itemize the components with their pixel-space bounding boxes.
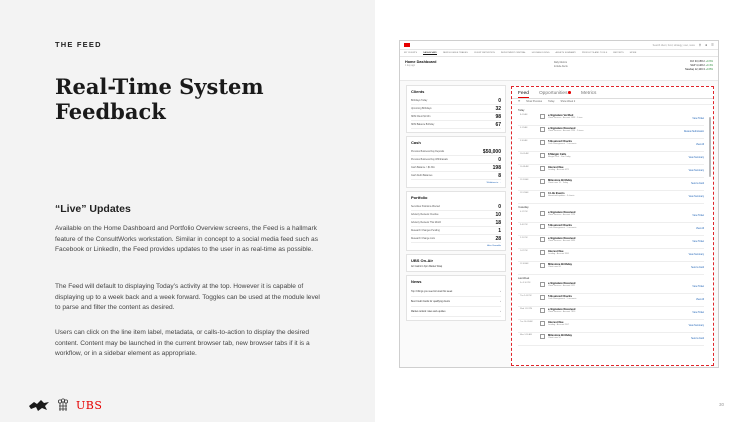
feed-item[interactable] (518, 210, 704, 223)
news-item[interactable]: Market outlook: rates and equities › (411, 307, 501, 317)
updated-label: 1 day ago (405, 65, 416, 67)
keys-icon (56, 398, 70, 412)
feed-item-body (548, 250, 689, 256)
feed-item-time: 10:48 AM (520, 166, 529, 168)
filter-icon[interactable]: ☰ (518, 100, 521, 103)
feed-item-icon (540, 140, 545, 145)
metric-row[interactable]: Upcoming Birthdays 32 (411, 105, 501, 112)
feed-item-meta[interactable]: Client Services · Account 1038 · 1 item (548, 117, 583, 119)
page-title: Real-Time System Feedback (55, 74, 264, 124)
metrics-column (406, 85, 506, 324)
feed-item-icon (540, 211, 545, 216)
feed-item-icon (540, 153, 545, 158)
feed-item-time: 4:12 PM (520, 211, 528, 213)
on-air-card (406, 254, 506, 272)
feed-item-action[interactable]: View All (695, 144, 704, 146)
feed-item[interactable] (518, 126, 704, 139)
feed-item-meta[interactable]: Client turns 60 (548, 266, 561, 268)
feed-item-action[interactable]: View Ticket (692, 241, 704, 243)
feed-item-icon (540, 295, 545, 300)
menu-icon[interactable]: ☰ (711, 43, 714, 47)
feed-item[interactable] (518, 165, 704, 178)
feed-item[interactable] (518, 152, 704, 165)
tab-metrics[interactable]: Metrics (580, 91, 597, 96)
feed-item-title[interactable]: Interest Due (548, 250, 564, 253)
feed-item-title[interactable]: e-Signature Verified (548, 114, 574, 117)
paragraph-default-view: The Feed will default to displaying Today’s activity at the top. However it is capable of displaying up to a week back and a week forward. Toggles can be used at the module level to parse and filter the content as desired. (55, 283, 320, 312)
feed-item-icon (540, 127, 545, 132)
feed-item-title[interactable]: e-Signature Received (548, 308, 576, 311)
feed-item-body (548, 211, 692, 217)
feed-item-action[interactable]: View All (695, 228, 704, 230)
feed-item[interactable] (518, 236, 704, 249)
feed-item-time: Tue 10:05 AM (520, 321, 533, 323)
feed-item-action[interactable]: Send a Card (691, 183, 704, 185)
feed-item-action[interactable]: View Summary (688, 254, 704, 256)
feed-item-action[interactable]: View Summary (688, 325, 704, 327)
feed-item-title[interactable]: Interest Due (548, 321, 564, 324)
card-title: Clients (411, 89, 425, 94)
dashboard-title: Home Dashboard (405, 60, 437, 64)
brand-logos (28, 398, 102, 412)
filter-today[interactable]: Today (548, 100, 555, 103)
metric-row[interactable]: Research Changes Pending 1 (411, 227, 501, 234)
index-row: Nasdaq 12,100.3 +0.8% (685, 68, 713, 71)
paragraph-intro: Available on the Home Dashboard and Portfolio Overview screens, the Feed is a hallmark feature of the ConsultWorks workstation. Similar in concept to a social media feed such as Facebook or LinkedIn, the Feed provides updates to the user in as real-time as possible. (55, 225, 319, 254)
feed-item-title[interactable]: 5 Bounced Checks (548, 140, 573, 143)
metric-row[interactable]: Birthdays Today 0 (411, 97, 501, 104)
card-title: Portfolio (411, 195, 428, 200)
metric-row[interactable]: Advisory Reviews This Month 18 (411, 219, 501, 226)
feed-item-title[interactable]: e-Signature Received (548, 282, 576, 285)
bell-icon[interactable]: ● (705, 43, 708, 47)
feed-item-time: Wed 1:18 PM (520, 308, 533, 310)
feed-item-time: 1:02 PM (520, 250, 528, 252)
feed-item-meta[interactable]: Cash Management · 5 accounts (548, 227, 577, 229)
feed-item[interactable] (518, 294, 704, 307)
metric-row[interactable]: Previous Business Day Withdrawals 0 (411, 156, 501, 163)
feed-item-body (548, 179, 691, 185)
feed-item-action[interactable]: Review Submission (683, 131, 704, 133)
nav-item[interactable]: REPORTS (613, 52, 624, 54)
feed-item[interactable] (518, 320, 704, 333)
feed-item-time: Fri 3:10 PM (520, 282, 531, 284)
feed-list (512, 105, 713, 346)
index-row: S&P 4,128.2 +0.4% (690, 64, 713, 67)
metric-row[interactable]: Advisory Reviews Overdue 10 (411, 211, 501, 218)
feed-group-label: Yesterday (518, 206, 529, 209)
notification-badge (568, 91, 571, 94)
feed-item-meta[interactable]: Client Services · Account 7810 (548, 311, 576, 313)
feed-item-title[interactable]: Milestone Birthday (548, 263, 573, 266)
chevron-right-icon: › (500, 290, 501, 293)
feed-item-time: 10:05 AM (520, 153, 529, 155)
dashboard-topbar (400, 41, 718, 50)
feed-item-meta[interactable]: Client Services · Account 9034 (548, 240, 576, 242)
feed-item[interactable] (518, 262, 704, 275)
feed-item[interactable] (518, 249, 704, 262)
news-item[interactable]: Top 3 things you need to know this week › (411, 287, 501, 297)
feed-item[interactable] (518, 223, 704, 236)
nav-item[interactable]: CLIENT RETENTION (473, 52, 495, 54)
feed-item-action[interactable]: View Ticket (692, 118, 704, 120)
feed-item-action[interactable]: Send a Card (691, 338, 704, 340)
feed-item-title[interactable]: 5 Bounced Checks (548, 224, 573, 227)
feed-item-time: 11:30 AM (520, 263, 529, 265)
feed-item-action[interactable]: View All (695, 299, 704, 301)
nav-item[interactable]: HOUSEHOLDING (531, 52, 550, 54)
feed-item-icon (540, 192, 545, 197)
nav-item[interactable]: PRODUCTS AND TOOLS (581, 52, 608, 54)
feed-item-body (548, 308, 692, 314)
feed-item-title[interactable]: Milestone Birthday (548, 179, 573, 182)
filter-next[interactable]: Show Week 2 (560, 100, 576, 103)
feed-item[interactable] (518, 191, 704, 204)
feed-item-action[interactable]: View Ticket (692, 286, 704, 288)
tab-feed[interactable]: Feed (518, 91, 529, 96)
feed-item-icon (540, 263, 545, 268)
feed-item-meta[interactable]: Client turns 70 · Today (548, 182, 568, 184)
feed-item-body (548, 263, 691, 269)
dashboard-header (400, 57, 718, 81)
feed-item-meta[interactable]: Lending · Account 2207 (548, 324, 570, 326)
feed-item-action[interactable]: View Ticket (692, 215, 704, 217)
feed-item-action[interactable]: Send a Card (691, 267, 704, 269)
feed-item-meta[interactable]: Cash Management · 5 accounts (548, 298, 577, 300)
filter-previous[interactable]: Show Previous (526, 100, 543, 103)
portfolio-link[interactable]: Also Viewable (487, 245, 501, 247)
feed-item-time: Thu 2:44 PM (520, 295, 532, 297)
metric-row[interactable]: Previous Business Day Deposits $50,000 (411, 148, 501, 155)
metric-row[interactable]: Cash Balance > $1 Mm 198 (411, 164, 501, 171)
feed-item[interactable] (518, 139, 704, 152)
nav-item[interactable]: MORE (629, 52, 637, 54)
feed-module (511, 86, 714, 366)
metric-row[interactable]: Research Change Lists 28 (411, 235, 501, 242)
card-title: UBS On-Air (411, 258, 433, 263)
feed-item-time: 9:30 AM (520, 140, 528, 142)
feed-item-body (548, 224, 696, 230)
feed-group-label: Today (518, 109, 525, 112)
feed-item-title[interactable]: Interest Due (548, 166, 564, 169)
news-item[interactable]: Best Credit Cards for qualifying clients › (411, 297, 501, 307)
feed-scrollbar[interactable] (709, 117, 711, 177)
feed-item-icon (540, 334, 545, 339)
portfolio-card (406, 191, 506, 251)
index-row: DJI 33,158.2 +0.6% (690, 60, 713, 63)
feed-item-icon (540, 114, 545, 119)
on-air-item[interactable]: Art Cashin’s 3pm Market Wrap (411, 266, 443, 268)
feed-item-body (548, 295, 696, 301)
feed-item-body (548, 114, 692, 120)
news-card (406, 275, 506, 321)
card-title: News (411, 279, 422, 284)
feed-item-icon (540, 282, 545, 287)
feed-item-title[interactable]: 5 Bounced Checks (548, 295, 573, 298)
feed-item-title[interactable]: e-Signature Received (548, 211, 576, 214)
nav-item-dashboard[interactable]: DASHBOARD (423, 51, 437, 54)
feed-item-body (548, 321, 689, 327)
dashboard-screenshot (399, 40, 719, 368)
metric-row[interactable]: NNM Balance Birthday 67 (411, 121, 501, 128)
feed-item-meta[interactable]: Client Services · Account 1120 (548, 214, 576, 216)
metric-row[interactable]: Securities Positions Affected 0 (411, 203, 501, 210)
feed-item[interactable] (518, 281, 704, 294)
feed-item-time: 11:20 AM (520, 179, 529, 181)
feed-item-time: 11:52 AM (520, 192, 529, 194)
feed-item-icon (540, 166, 545, 171)
feed-tabs (512, 87, 713, 99)
feed-item[interactable] (518, 333, 704, 346)
page-number: 30 (718, 402, 724, 407)
feed-item-body (548, 127, 684, 133)
card-title: Cash (411, 140, 421, 145)
dashboard-toggles (554, 62, 568, 77)
feed-item-time: 9:12 AM (520, 127, 528, 129)
section-subhead: “Live” Updates (55, 203, 131, 215)
bird-icon (28, 398, 50, 412)
feed-item-body (548, 334, 691, 340)
feed-item[interactable] (518, 307, 704, 320)
feed-item-time: 8:41 AM (520, 114, 528, 116)
feed-item-time: 3:40 PM (520, 224, 528, 226)
feed-item-meta[interactable]: Client Services · Account 5521 (548, 285, 576, 287)
feed-item-meta[interactable]: Lending · Account 3391 (548, 253, 570, 255)
feed-item-meta[interactable]: Household updates · 3 clients (548, 195, 575, 197)
ubs-wordmark: UBS (76, 398, 103, 412)
toggle-include-alerts[interactable]: Include Alerts (553, 66, 568, 68)
section-eyebrow: THE FEED (55, 40, 102, 49)
nav-item[interactable]: MY CLIENTS (404, 52, 418, 54)
feed-item-meta[interactable]: Cash Management · 5 accounts (548, 143, 577, 145)
search-input[interactable]: Search client, fund, strategy, user, news (652, 43, 695, 47)
feed-item-body (548, 192, 689, 198)
market-indices (685, 60, 713, 77)
feed-item-time: Mon 9:36 AM (520, 334, 532, 336)
feed-item-icon (540, 179, 545, 184)
feed-item-meta[interactable]: Margin Desk · Due Today (548, 156, 571, 158)
nav-item[interactable]: ASSETS SUMMARY (555, 52, 576, 54)
paragraph-interaction: Users can click on the line item label, metadata, or calls-to-action to display the desired content. Content may be launched in the current browser tab, new browser tabs if it is a workflow, or in a sidebar element as appropriate. (55, 329, 310, 358)
feed-item-icon (540, 224, 545, 229)
feed-item-icon (540, 321, 545, 326)
feed-item-meta[interactable]: Client Services · Account 2294 · 2 items (548, 130, 584, 132)
feed-item-meta[interactable]: Lending · Account 4471 (548, 169, 570, 171)
feed-item-body (548, 140, 696, 146)
feed-item-meta[interactable]: Client turns 50 (548, 337, 561, 339)
clients-card (406, 85, 506, 133)
feed-item-action[interactable]: View Summary (688, 157, 704, 159)
feed-item-action[interactable]: View Summary (688, 196, 704, 198)
toggle-daily-metrics[interactable]: Daily Metrics (553, 62, 567, 64)
feed-item-title[interactable]: Milestone Birthday (548, 334, 573, 337)
feed-item-title[interactable]: 8 Margin Calls (548, 153, 567, 156)
feed-item-time: 2:15 PM (520, 237, 528, 239)
feed-item-title[interactable]: 3 Life Events (548, 192, 565, 195)
metric-row[interactable]: Cash Debit Balances 8 (411, 172, 501, 179)
feed-item[interactable] (518, 113, 704, 126)
feed-item-body (548, 166, 689, 172)
cash-card (406, 136, 506, 188)
feed-item-icon (540, 250, 545, 255)
search-icon[interactable]: ⚲ (698, 43, 702, 47)
cash-link[interactable]: Withdraw to → (486, 182, 501, 184)
nav-item[interactable]: NEW ELIGIBLE TRADES (442, 52, 468, 54)
feed-item-title[interactable]: e-Signature Received (548, 127, 576, 130)
chevron-right-icon: › (500, 310, 501, 313)
nav-item[interactable]: INVESTMENT CENTRAL (500, 52, 526, 54)
mini-logo (404, 43, 410, 47)
feed-item-body (548, 282, 692, 288)
feed-item-title[interactable]: e-Signature Received (548, 237, 576, 240)
feed-item-icon (540, 237, 545, 242)
dashboard-nav (400, 50, 718, 57)
feed-item-action[interactable]: View Summary (688, 170, 704, 172)
tab-opportunities[interactable]: Opportunities (539, 91, 571, 98)
feed-item-body (548, 237, 692, 243)
feed-item-body (548, 153, 689, 159)
feed-item-icon (540, 308, 545, 313)
chevron-right-icon: › (500, 300, 501, 303)
metric-row[interactable]: NNM Client $1 Mm 98 (411, 113, 501, 120)
feed-item[interactable] (518, 178, 704, 191)
feed-item-action[interactable]: View Ticket (692, 312, 704, 314)
feed-group-label: Last Week (518, 277, 530, 280)
